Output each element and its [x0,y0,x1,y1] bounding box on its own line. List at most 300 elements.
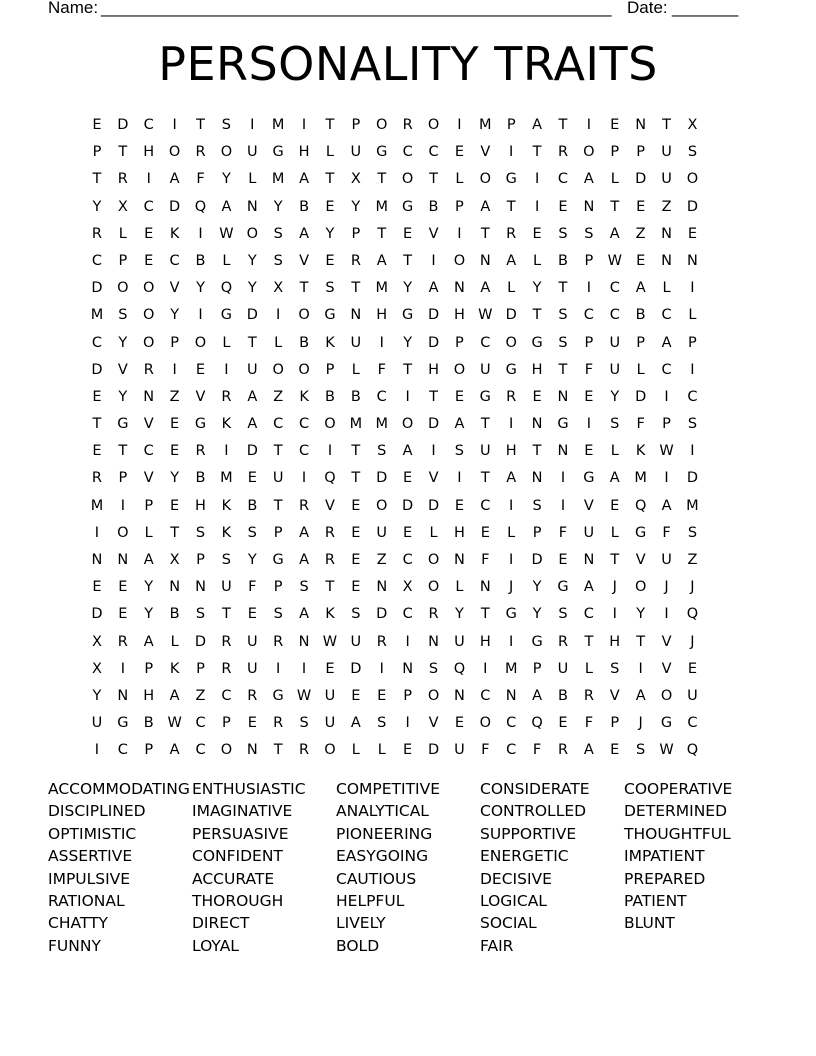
grid-letter: N [687,252,698,269]
grid-letter: A [635,687,646,704]
grid-letter: E [454,497,464,514]
grid-letter: T [532,144,542,161]
grid-letter: A [532,687,543,704]
grid-letter: U [246,633,258,650]
grid-letter: V [299,252,310,269]
grid-letter: X [117,198,128,215]
grid-letter: D [427,334,440,351]
grid-letter: M [479,117,492,133]
grid-letter: E [403,742,413,759]
grid-letter: S [687,416,698,433]
grid-row [84,385,732,412]
grid-letter: P [273,579,283,596]
grid-row [84,439,732,466]
grid-letter: S [610,416,620,433]
grid-letter: E [584,388,594,405]
grid-letter: B [324,388,335,405]
word-bank-item: COMPETITIVE [336,780,441,798]
grid-letter: U [376,524,388,541]
grid-letter: D [505,307,517,324]
grid-letter: W [478,307,493,324]
grid-letter: E [92,579,102,596]
grid-letter: Y [92,198,102,215]
word-bank-item: BLUNT [624,914,675,933]
grid-letter: A [299,524,310,541]
grid-letter: B [299,198,310,215]
grid-letter: H [143,687,155,704]
grid-letter: R [221,633,232,650]
word-bank-item: PREPARED [624,869,706,888]
grid-letter: U [272,470,284,487]
grid-letter: Z [376,552,387,568]
grid-letter: P [532,524,542,541]
grid-letter: R [195,443,206,460]
grid-letter: O [401,171,414,188]
grid-letter: T [584,633,594,650]
grid-letter: D [531,552,543,568]
grid-letter: H [298,144,310,161]
grid-letter: G [479,388,491,405]
grid-letter: U [687,687,698,704]
word-bank-item: CHATTY [48,914,109,933]
grid-letter: N [376,579,388,596]
grid-letter: A [169,687,180,704]
grid-letter: U [454,633,465,650]
grid-letter: I [586,416,591,433]
grid-letter: E [92,388,102,405]
grid-letter: Y [196,280,205,297]
grid-letter: A [169,742,180,759]
grid-letter: P [662,416,671,433]
grid-letter: E [247,715,257,732]
grid-letter: I [509,633,514,650]
grid-letter: E [247,470,257,487]
grid-letter: F [636,416,645,433]
grid-letter: R [273,633,284,650]
grid-letter: C [661,361,672,378]
grid-letter: B [247,497,258,514]
grid-row [84,494,732,521]
grid-letter: A [350,715,361,732]
grid-letter: E [377,687,387,704]
grid-row [84,331,732,358]
word-bank-column [624,778,768,935]
word-bank-item: DIRECT [192,914,250,933]
grid-letter: O [427,552,440,568]
grid-letter: S [325,280,335,297]
grid-letter: C [195,715,206,732]
grid-letter: N [91,552,103,568]
grid-letter: Y [92,687,102,704]
grid-letter: E [610,117,620,133]
word-bank-column [192,778,336,957]
grid-letter: A [402,443,413,460]
grid-letter: T [506,198,516,215]
grid-letter: H [143,144,155,161]
grid-letter: O [376,497,388,514]
grid-letter: I [224,361,229,378]
name-label: Name: [48,0,99,17]
grid-letter: L [507,280,516,297]
grid-letter: K [299,388,309,405]
grid-letter: H [609,633,621,650]
grid-letter: Y [170,470,180,487]
grid-row [84,249,732,276]
grid-letter: U [91,715,103,732]
grid-letter: R [324,524,335,541]
grid-letter: U [350,144,362,161]
grid-letter: W [322,633,338,650]
grid-letter: N [479,252,491,269]
grid-letter: V [661,660,672,677]
grid-letter: C [221,687,232,704]
grid-letter: E [687,660,698,677]
grid-letter: I [146,171,151,188]
grid-letter: M [349,416,363,433]
grid-letter: S [377,715,387,732]
grid-letter: Y [144,606,154,623]
word-bank-item: IMPATIENT [624,847,705,866]
grid-letter: P [92,144,102,161]
grid-letter: U [324,715,336,732]
word-bank-item: CONSIDERATE [480,780,590,798]
grid-letter: A [583,171,594,188]
grid-letter: N [505,687,517,704]
grid-letter: T [118,443,128,460]
grid-letter: I [224,443,229,460]
grid-letter: R [557,742,569,759]
grid-letter: A [661,334,672,351]
grid-letter: B [195,252,206,269]
grid-letter: X [169,552,180,568]
grid-letter: A [583,579,594,596]
grid-letter: R [557,633,569,650]
grid-letter: L [533,252,542,269]
word-bank-item: THOUGHTFUL [624,824,731,843]
grid-letter: O [168,144,181,161]
word-bank-item: EASYGOING [336,847,429,866]
grid-row [84,548,732,575]
grid-letter: I [301,660,307,677]
grid-letter: O [220,742,233,759]
grid-letter: I [379,660,384,677]
grid-letter: E [351,579,361,596]
grid-letter: O [427,117,440,133]
grid-letter: O [220,144,233,161]
grid-letter: E [687,225,698,242]
grid-letter: I [534,171,540,188]
grid-letter: T [558,280,568,297]
grid-letter: A [506,252,517,269]
grid-letter: T [532,443,542,460]
grid-letter: W [296,687,312,704]
grid-letter: N [117,687,129,704]
grid-letter: Y [610,388,620,405]
grid-letter: A [143,633,154,650]
grid-letter: V [195,388,206,405]
grid-letter: U [324,687,336,704]
grid-letter: S [195,524,206,541]
grid-letter: I [612,606,617,623]
grid-letter: S [687,144,698,161]
grid-letter: U [609,334,621,351]
word-bank-column [480,778,624,957]
grid-letter: E [170,443,180,460]
grid-letter: Z [169,388,180,405]
grid-letter: O [246,225,258,242]
grid-letter: E [454,144,464,161]
grid-letter: P [196,660,205,677]
grid-letter: T [377,225,387,242]
grid-letter: M [271,117,285,133]
grid-letter: E [403,225,413,242]
word-bank-item: RATIONAL [48,891,125,910]
grid-row [84,222,732,249]
grid-letter: C [687,388,698,405]
grid-row [84,684,732,711]
grid-letter: C [273,416,284,433]
grid-letter: L [610,524,619,541]
grid-letter: G [531,633,543,650]
grid-letter: R [299,497,310,514]
grid-letter: F [532,742,542,759]
grid-letter: X [273,280,284,297]
grid-letter: C [117,742,128,759]
grid-letter: A [299,552,310,568]
grid-letter: V [583,497,594,514]
grid-letter: C [402,606,413,623]
grid-letter: P [636,334,646,351]
grid-letter: D [427,307,440,324]
grid-letter: C [480,497,491,514]
grid-letter: P [325,361,335,378]
grid-letter: V [661,633,672,650]
grid-letter: S [558,606,568,623]
grid-letter: N [246,198,258,215]
grid-letter: T [377,171,387,188]
page-title: PERSONALITY TRAITS [158,37,658,91]
grid-letter: I [94,524,100,541]
grid-letter: T [325,171,335,188]
grid-letter: P [688,334,697,351]
grid-letter: P [144,742,154,759]
grid-letter: E [454,715,464,732]
grid-letter: I [405,388,410,405]
grid-letter: S [273,225,283,242]
grid-letter: I [250,117,255,133]
grid-letter: I [509,552,514,568]
grid-letter: L [662,280,671,297]
grid-letter: I [457,225,462,242]
grid-letter: U [350,334,362,351]
grid-letter: L [222,334,231,351]
grid-letter: N [661,225,672,242]
grid-letter: E [351,687,361,704]
grid-letter: D [91,280,103,297]
grid-letter: X [402,579,413,596]
grid-letter: U [350,633,362,650]
grid-letter: E [532,388,542,405]
grid-letter: I [509,416,514,433]
word-bank-item: ACCOMMODATING [48,780,190,798]
grid-letter: T [636,633,646,650]
grid-letter: V [117,361,128,378]
grid-letter: D [246,307,258,324]
grid-letter: P [170,334,179,351]
grid-letter: Y [403,280,413,297]
grid-letter: E [144,225,154,242]
grid-letter: J [690,579,695,596]
grid-letter: Q [220,280,233,297]
grid-letter: P [506,117,516,133]
grid-letter: Q [634,497,647,514]
grid-letter: S [558,307,568,324]
grid-letter: P [455,198,464,215]
grid-letter: J [612,579,617,596]
grid-letter: O [298,307,310,324]
grid-letter: U [246,361,258,378]
grid-letter: G [505,361,517,378]
grid-letter: T [610,198,620,215]
grid-row [84,657,732,684]
grid-letter: A [480,198,491,215]
grid-letter: D [91,361,103,378]
grid-letter: N [117,552,129,568]
grid-letter: I [664,606,669,623]
grid-letter: T [92,416,102,433]
grid-letter: R [195,144,206,161]
grid-letter: H [531,361,543,378]
grid-row [84,113,732,140]
letter-grid [84,113,732,766]
grid-letter: C [506,742,517,759]
grid-letter: L [351,742,360,759]
grid-letter: Q [686,742,699,759]
grid-letter: O [143,280,155,297]
grid-row [84,358,732,385]
grid-letter: T [221,606,231,623]
grid-letter: I [664,388,669,405]
word-bank-column [48,778,192,957]
grid-letter: A [299,606,310,623]
grid-letter: Z [195,687,206,704]
grid-letter: I [301,117,307,133]
grid-letter: O [272,361,284,378]
grid-letter: R [350,252,361,269]
grid-letter: T [558,117,568,133]
grid-letter: L [222,252,231,269]
grid-letter: V [143,416,154,433]
grid-letter: N [583,552,595,568]
grid-letter: C [609,307,620,324]
grid-letter: E [170,416,180,433]
grid-letter: Y [325,225,335,242]
grid-letter: Y [247,252,257,269]
grid-letter: P [118,252,128,269]
grid-letter: I [690,361,695,378]
grid-letter: G [376,144,388,161]
grid-letter: I [690,280,695,297]
grid-letter: O [686,171,699,188]
word-bank-item: PERSUASIVE [192,824,289,843]
grid-letter: I [94,742,100,759]
grid-letter: G [272,552,284,568]
grid-letter: H [376,307,388,324]
grid-letter: R [557,144,569,161]
grid-letter: C [143,198,154,215]
grid-letter: C [91,252,102,269]
word-bank-item: FAIR [480,936,514,955]
grid-letter: N [557,388,569,405]
word-bank-item: CONTROLLED [480,802,587,821]
word-bank-item: DECISIVE [480,869,552,888]
grid-letter: L [507,524,516,541]
grid-letter: O [194,334,207,351]
grid-letter: I [560,497,566,514]
grid-letter: U [583,524,595,541]
grid-letter: I [276,307,281,324]
grid-letter: H [453,524,465,541]
word-bank-column [336,778,480,957]
word-bank-item: IMPULSIVE [48,869,131,888]
grid-letter: S [273,252,283,269]
grid-letter: S [221,117,231,133]
grid-letter: E [636,252,646,269]
grid-letter: B [143,715,154,732]
grid-letter: C [480,334,491,351]
grid-letter: O [453,252,466,269]
grid-letter: E [610,742,620,759]
grid-letter: U [479,361,491,378]
grid-letter: X [350,171,361,188]
grid-letter: J [690,633,695,650]
grid-letter: F [584,715,594,732]
grid-letter: B [558,687,568,704]
grid-letter: Z [687,552,698,568]
grid-letter: L [170,633,179,650]
grid-letter: L [584,660,593,677]
grid-letter: C [583,606,594,623]
grid-letter: E [584,443,594,460]
word-bank-item: COOPERATIVE [624,780,733,798]
grid-letter: N [635,117,647,133]
grid-letter: S [247,524,257,541]
grid-letter: K [221,416,232,433]
grid-row [84,140,732,167]
grid-letter: I [327,443,333,460]
grid-letter: H [453,307,465,324]
grid-letter: F [584,361,594,378]
grid-letter: R [273,715,284,732]
grid-letter: P [636,144,646,161]
grid-letter: D [246,443,258,460]
grid-letter: S [558,225,568,242]
grid-letter: C [583,307,594,324]
grid-letter: V [428,715,439,732]
grid-letter: I [690,443,695,460]
word-bank-item: BOLD [336,936,380,955]
grid-letter: T [351,443,361,460]
grid-letter: Y [247,552,257,568]
word-bank-item: OPTIMISTIC [48,824,137,843]
grid-letter: S [428,660,439,677]
grid-letter: G [194,416,207,433]
word-bank-item: ASSERTIVE [48,847,133,866]
grid-letter: X [91,633,102,650]
grid-letter: L [636,361,645,378]
grid-letter: D [350,660,362,677]
grid-letter: G [220,307,233,324]
